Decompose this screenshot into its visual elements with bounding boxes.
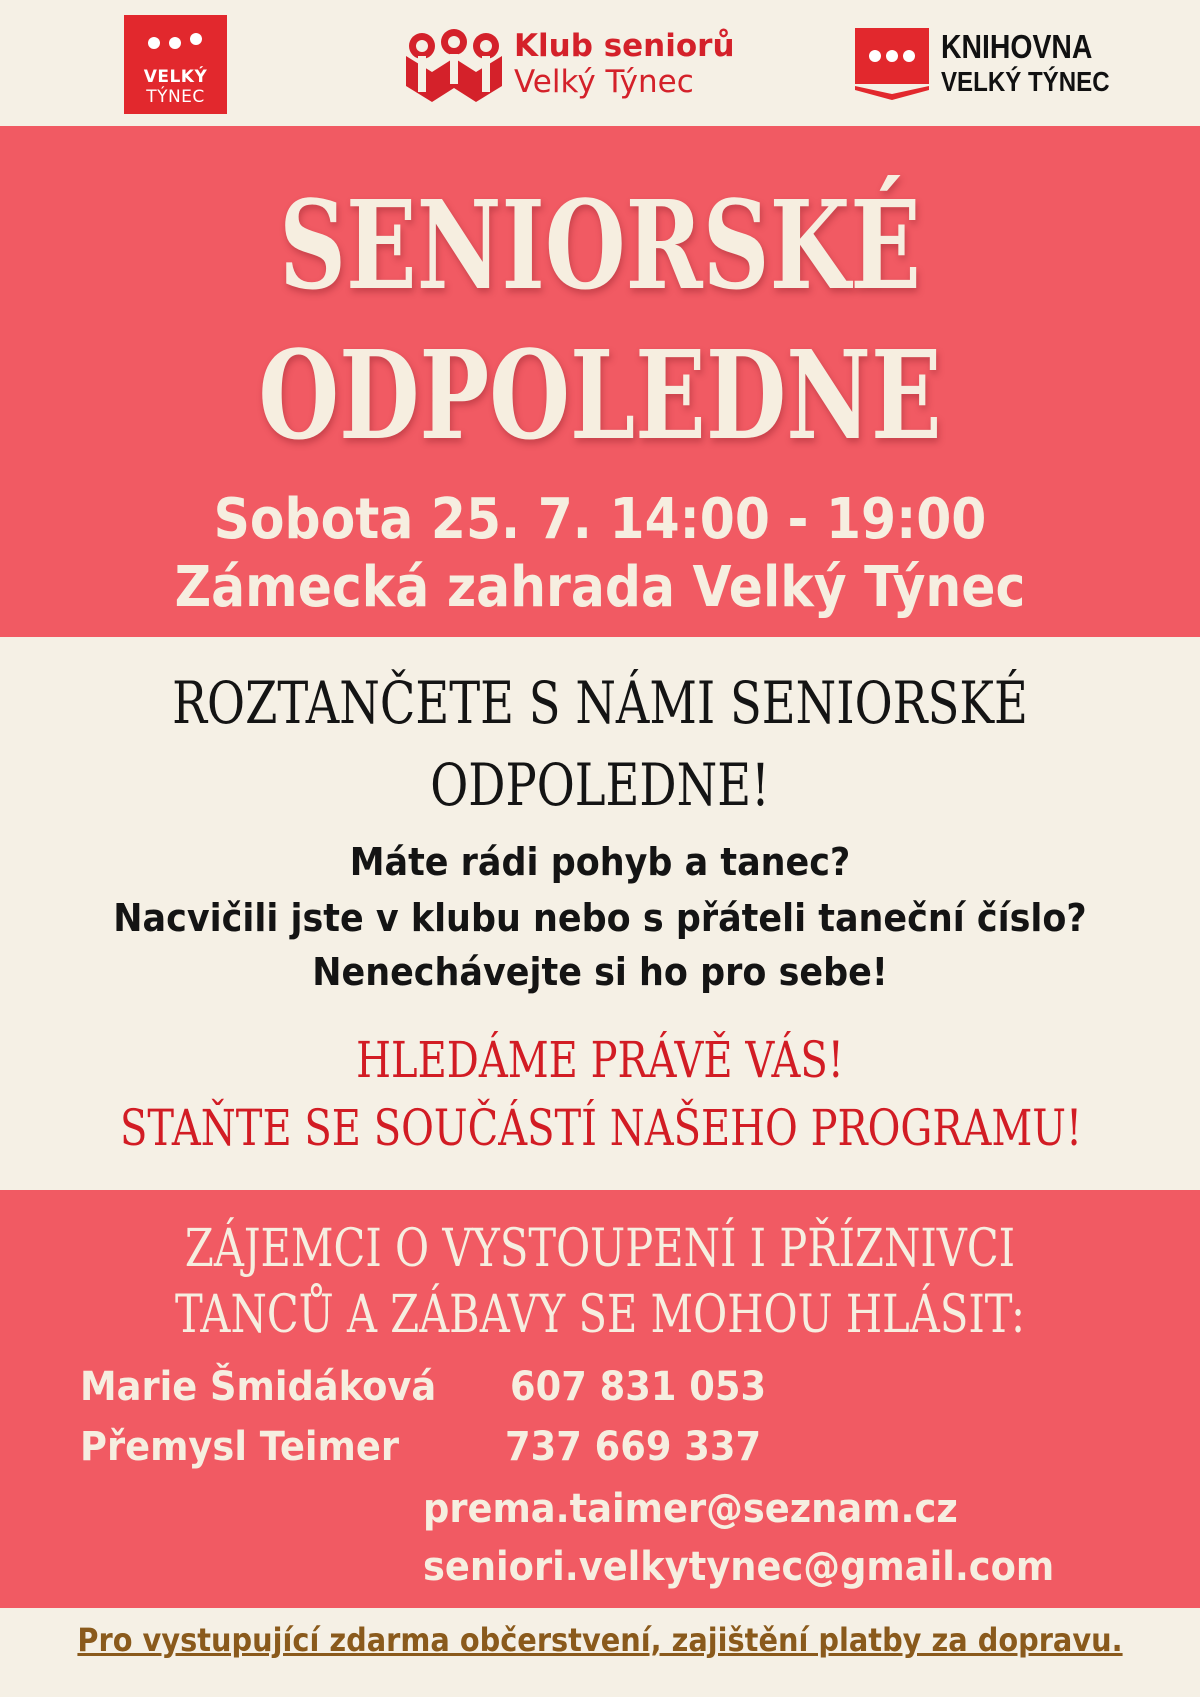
knihovna-logo-line2: VELKÝ TÝNEC — [941, 66, 1110, 97]
contacts-heading-line2: TANCŮ A ZÁBAVY SE MOHOU HLÁSIT: — [174, 1285, 1026, 1345]
velky-tynec-logo — [124, 15, 227, 114]
call-to-action-line1: HLEDÁME PRÁVĚ VÁS! — [356, 1031, 844, 1089]
event-date-time: Sobota 25. 7. 14:00 - 19:00 — [213, 487, 987, 552]
call-to-action-line2: STAŇTE SE SOUČÁSTÍ NAŠEHO PROGRAMU! — [120, 1099, 1083, 1157]
contact-name: Marie Šmidáková — [80, 1364, 437, 1410]
contact-email: seniori.velkytynec@gmail.com — [423, 1544, 1055, 1590]
event-title-line1: SENIORSKÉ — [279, 173, 921, 317]
klub-senioru-logo — [404, 26, 764, 106]
question-3: Nenechávejte si ho pro sebe! — [312, 950, 888, 994]
contact-phone: 607 831 053 — [510, 1364, 767, 1410]
event-title-line2: ODPOLEDNE — [258, 323, 942, 467]
book-icon — [853, 24, 931, 102]
knihovna-logo — [853, 24, 1110, 104]
klub-senioru-icon — [404, 26, 504, 106]
klub-senioru-logo-line2: Velký Týnec — [514, 64, 694, 100]
invite-heading-line1: ROZTANČETE S NÁMI SENIORSKÉ — [172, 669, 1028, 737]
question-2: Nacvičili jste v klubu nebo s přáteli taneční číslo? — [113, 896, 1087, 940]
klub-senioru-logo-line1: Klub seniorů — [514, 28, 735, 64]
question-1: Máte rádi pohyb a tanec? — [349, 840, 851, 884]
velky-tynec-logo-line2: TÝNEC — [146, 87, 205, 107]
contact-phone: 737 669 337 — [505, 1424, 762, 1470]
invite-heading-line2: ODPOLEDNE! — [430, 751, 770, 819]
footer-note: Pro vystupující zdarma občerstvení, zajištění platby za dopravu. — [77, 1621, 1123, 1659]
contact-email: prema.taimer@seznam.cz — [423, 1486, 958, 1532]
contacts-heading-line1: ZÁJEMCI O VYSTOUPENÍ I PŘÍZNIVCI — [184, 1219, 1016, 1279]
event-place: Zámecká zahrada Velký Týnec — [174, 555, 1026, 620]
knihovna-logo-line1: KNIHOVNA — [941, 28, 1093, 65]
velky-tynec-logo-line1: VELKÝ — [143, 67, 208, 87]
dots-icon — [124, 31, 227, 53]
contact-name: Přemysl Teimer — [80, 1424, 399, 1470]
